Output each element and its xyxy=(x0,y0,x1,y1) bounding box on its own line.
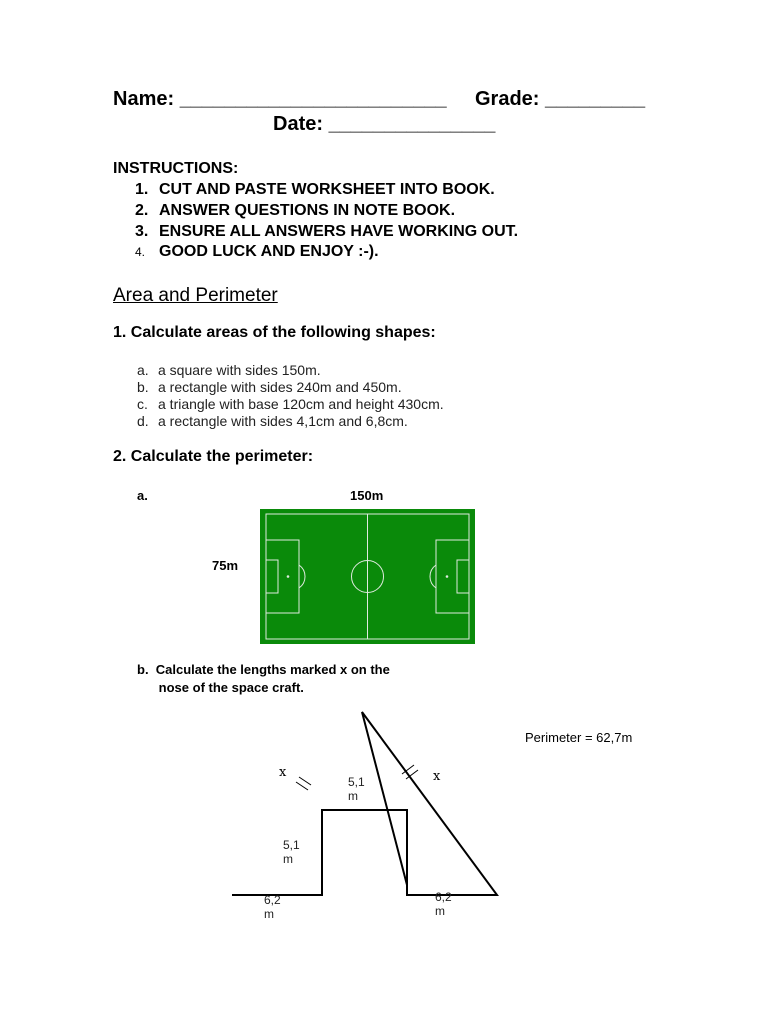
right-x-label: x xyxy=(433,769,441,784)
part-a-letter: a. xyxy=(137,488,148,503)
door-top-length-label: 5,1 m xyxy=(348,775,365,803)
item-text: a rectangle with sides 240m and 450m. xyxy=(158,379,402,395)
bottom-right-length-label: 6,2 m xyxy=(435,890,452,918)
field-width-label: 150m xyxy=(350,488,384,503)
instruction-number: 2. xyxy=(135,202,149,219)
instructions-heading: INSTRUCTIONS: xyxy=(113,160,239,177)
question-1-item xyxy=(137,413,408,429)
item-text: a square with sides 150m. xyxy=(158,362,321,378)
date-field-label: Date: _______________ xyxy=(273,113,496,135)
instruction-item xyxy=(135,181,495,199)
left-tick-marks xyxy=(296,777,311,790)
instruction-text: GOOD LUCK AND ENJOY :-). xyxy=(159,243,379,260)
question-1-heading: 1. Calculate areas of the following shapes: xyxy=(113,324,436,341)
item-letter: b. xyxy=(137,379,149,395)
right-penalty-spot xyxy=(446,576,448,578)
instruction-text: CUT AND PASTE WORKSHEET INTO BOOK. xyxy=(159,181,495,198)
item-text: a triangle with base 120cm and height 430cm. xyxy=(158,396,444,412)
name-field-label: Name: ________________________ xyxy=(113,88,447,110)
grade-field-label: Grade: _________ xyxy=(475,88,646,110)
question-1-item xyxy=(137,362,321,378)
soccer-field-image xyxy=(260,509,475,644)
door-side-length-label: 5,1 m xyxy=(283,838,300,866)
instruction-number: 4. xyxy=(135,245,146,259)
instruction-number: 1. xyxy=(135,181,149,198)
instruction-item xyxy=(135,223,518,241)
instruction-item xyxy=(135,202,455,220)
perimeter-note: Perimeter = 62,7m xyxy=(525,730,633,745)
bottom-left-length-label: 6,2 m xyxy=(264,893,281,921)
left-x-label: x xyxy=(279,765,287,780)
item-letter: d. xyxy=(137,413,149,429)
section-title: Area and Perimeter xyxy=(113,285,278,306)
question-1-item xyxy=(137,379,402,395)
instruction-text: ENSURE ALL ANSWERS HAVE WORKING OUT. xyxy=(159,223,519,240)
item-letter: c. xyxy=(137,396,148,412)
instruction-text: ANSWER QUESTIONS IN NOTE BOOK. xyxy=(159,202,456,219)
field-height-label: 75m xyxy=(212,558,239,573)
item-text: a rectangle with sides 4,1cm and 6,8cm. xyxy=(158,413,408,429)
question-1-item xyxy=(137,396,444,412)
triangle-outline xyxy=(232,712,497,895)
instruction-number: 3. xyxy=(135,223,149,240)
item-letter: a. xyxy=(137,362,149,378)
left-penalty-spot xyxy=(287,576,289,578)
question-2-heading: 2. Calculate the perimeter: xyxy=(113,448,314,465)
part-b-instruction: b. Calculate the lengths marked x on the nose of the space craft. xyxy=(137,662,390,695)
instruction-item xyxy=(135,243,379,261)
